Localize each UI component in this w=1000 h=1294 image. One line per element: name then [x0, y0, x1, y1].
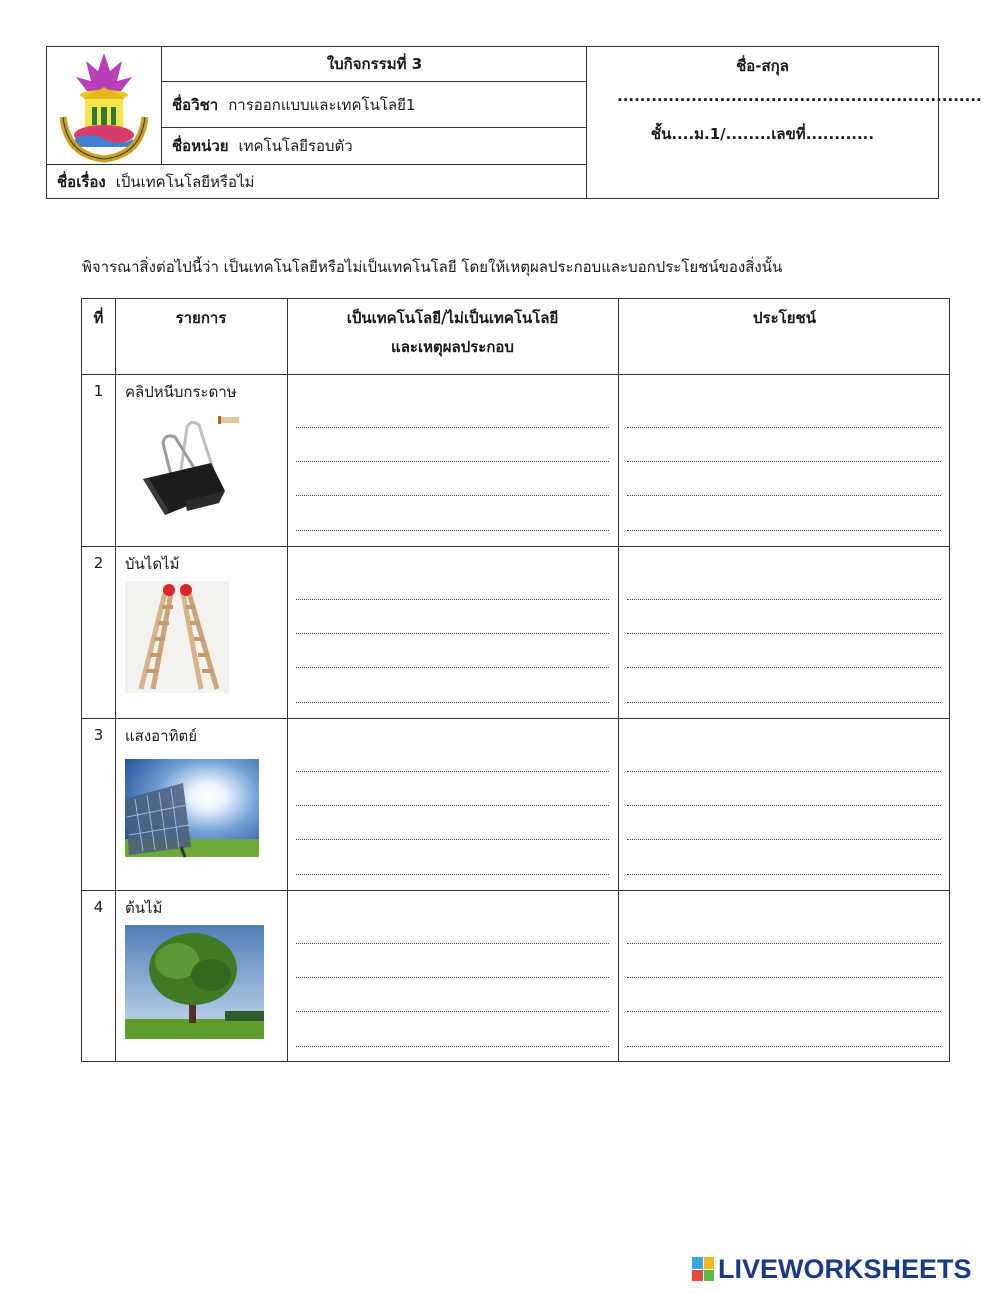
activity-title: ใบกิจกรรมที่ 3	[162, 47, 587, 82]
benefit-line[interactable]	[627, 943, 941, 944]
answer-line[interactable]	[296, 771, 609, 772]
school-logo-cell	[47, 47, 162, 164]
answer-line[interactable]	[296, 839, 609, 840]
topic-label: ชื่อเรื่อง	[57, 173, 106, 191]
answer-line[interactable]	[296, 667, 609, 668]
answer-line[interactable]	[296, 495, 609, 496]
name-input-line[interactable]: ................................................................	[617, 87, 982, 105]
item-label: ต้นไม้	[125, 899, 163, 917]
benefit-line[interactable]	[627, 702, 941, 703]
benefit-line[interactable]	[627, 874, 941, 875]
benefit-line[interactable]	[627, 667, 941, 668]
instruction-text: พิจารณาสิ่งต่อไปนี้ว่า เป็นเทคโนโลยีหรือไม่เป็นเทคโนโลยี โดยให้เหตุผลประกอบและบอกประโยชน์ของสิ่งนั้น	[82, 258, 783, 276]
class-number-line[interactable]: ชั้น....ม.1/........เลขที่............	[650, 125, 875, 143]
answer-line[interactable]	[296, 1011, 609, 1012]
answer-line[interactable]	[296, 805, 609, 806]
liveworksheets-logo	[692, 1253, 972, 1285]
header-tech-line1: เป็นเทคโนโลยี/ไม่เป็นเทคโนโลยี	[346, 309, 559, 327]
answer-line[interactable]	[296, 943, 609, 944]
unit-label: ชื่อหน่วย	[172, 137, 229, 155]
wooden-ladder-image	[125, 581, 229, 693]
worksheet-table	[81, 298, 950, 1062]
benefit-line[interactable]	[627, 977, 941, 978]
row-divider	[82, 374, 949, 375]
row-number: 1	[93, 382, 104, 400]
column-divider	[115, 299, 116, 1061]
answer-line[interactable]	[296, 874, 609, 875]
name-label: ชื่อ-สกุล	[736, 57, 789, 75]
row-divider	[82, 546, 949, 547]
answer-line[interactable]	[296, 530, 609, 531]
row-number: 2	[93, 554, 104, 572]
header-no: ที่	[93, 309, 104, 327]
header-tech	[287, 304, 618, 362]
answer-line[interactable]	[296, 1046, 609, 1047]
liveworksheets-icon	[692, 1257, 714, 1281]
benefit-line[interactable]	[627, 1046, 941, 1047]
header-table	[46, 46, 982, 199]
topic-value: เป็นเทคโนโลยีหรือไม่	[115, 173, 255, 191]
student-info-cell	[586, 47, 982, 198]
row-divider	[82, 890, 949, 891]
answer-line[interactable]	[296, 633, 609, 634]
column-divider	[287, 299, 288, 1061]
binder-clip-image	[125, 407, 245, 523]
subject-label: ชื่อวิชา	[172, 95, 219, 114]
row-number: 3	[93, 726, 104, 744]
benefit-line[interactable]	[627, 495, 941, 496]
benefit-line[interactable]	[627, 839, 941, 840]
item-label: คลิปหนีบกระดาษ	[125, 383, 237, 401]
unit-value: เทคโนโลยีรอบตัว	[238, 137, 353, 155]
benefit-line[interactable]	[627, 771, 941, 772]
subject-row	[162, 82, 587, 128]
unit-row	[162, 128, 587, 164]
row-number: 4	[93, 898, 104, 916]
benefit-line[interactable]	[627, 427, 941, 428]
item-label: แสงอาทิตย์	[125, 727, 197, 745]
answer-line[interactable]	[296, 461, 609, 462]
answer-line[interactable]	[296, 977, 609, 978]
item-label: บันไดไม้	[125, 555, 180, 573]
benefit-line[interactable]	[627, 805, 941, 806]
school-logo	[47, 47, 162, 164]
header-benefit: ประโยชน์	[753, 309, 816, 327]
benefit-line[interactable]	[627, 530, 941, 531]
benefit-line[interactable]	[627, 1011, 941, 1012]
benefit-line[interactable]	[627, 461, 941, 462]
header-tech-line2: และเหตุผลประกอบ	[391, 338, 514, 356]
row-divider	[82, 718, 949, 719]
topic-row	[47, 164, 587, 199]
answer-line[interactable]	[296, 599, 609, 600]
subject-value: การออกแบบและเทคโนโลยี1	[228, 95, 416, 114]
column-divider	[618, 299, 619, 1061]
answer-line[interactable]	[296, 427, 609, 428]
header-item: รายการ	[175, 309, 227, 327]
benefit-line[interactable]	[627, 633, 941, 634]
brand-text: LIVEWORKSHEETS	[718, 1253, 972, 1284]
tree-image	[125, 925, 264, 1039]
sunlight-solar-panel-image	[125, 759, 259, 857]
answer-line[interactable]	[296, 702, 609, 703]
benefit-line[interactable]	[627, 599, 941, 600]
